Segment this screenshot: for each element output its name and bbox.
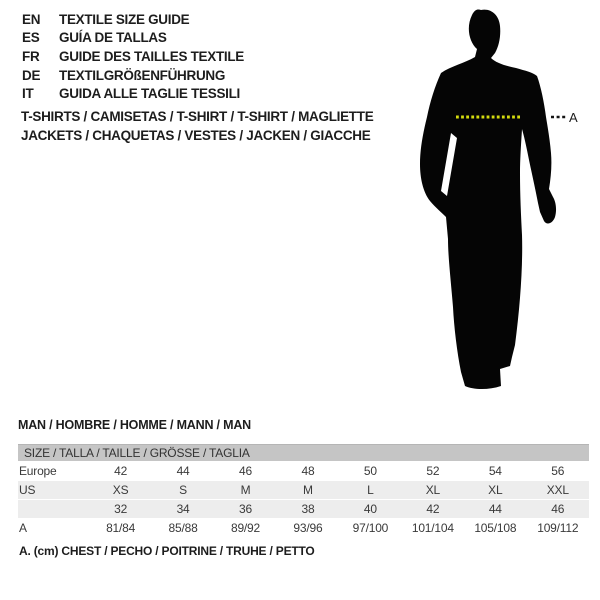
size-cell: M [303,483,313,497]
language-list [22,10,244,103]
size-cell: 46 [551,502,565,516]
size-cell: 36 [239,502,252,516]
size-cell: 32 [114,502,128,516]
figure [410,5,580,395]
category-line-tshirts: T-SHIRTS / CAMISETAS / T-SHIRT / T-SHIRT / MAGLIETTE [21,109,374,124]
table-row-europe [18,462,589,481]
language-label: TEXTILE SIZE GUIDE [59,11,190,27]
size-table [18,444,589,538]
row-label: Europe [19,464,57,478]
size-cell: L [367,483,374,497]
size-table-header: SIZE / TALLA / TAILLE / GRÖSSE / TAGLIA [18,445,589,462]
language-code: EN [22,11,41,27]
size-cell: 44 [488,502,502,516]
language-label: TEXTILGRÖßENFÜHRUNG [59,67,226,83]
size-cell: 48 [301,464,315,478]
size-cell: XXL [546,483,569,497]
size-cell: 34 [176,502,190,516]
size-cell: 38 [301,502,315,516]
size-cell: 46 [239,464,252,478]
size-cell: 89/92 [230,521,260,535]
row-label: US [19,483,36,497]
size-cell: 81/84 [106,521,136,535]
size-cell: XS [112,483,129,497]
language-label: GUIDA ALLE TAGLIE TESSILI [59,86,240,102]
size-cell: M [240,483,251,497]
size-cell: 101/104 [411,521,454,535]
size-cell: 42 [114,464,128,478]
language-row [22,84,244,103]
size-cell: 40 [363,502,377,516]
size-cell: 52 [426,464,440,478]
size-cell: 42 [426,502,440,516]
measure-label-a: A [569,110,578,125]
category-line-jackets: JACKETS / CHAQUETAS / VESTES / JACKEN / GIACCHE [21,128,371,143]
table-row-chest-a [18,519,589,538]
language-row [22,29,244,48]
language-code: DE [22,67,41,83]
language-code: IT [22,86,34,102]
garment-category-title [21,107,373,145]
size-cell: 50 [363,464,377,478]
size-cell: 105/108 [474,521,517,535]
measurement-footnote: A. (cm) CHEST / PECHO / POITRINE / TRUHE / PETTO [19,544,315,558]
size-table-header-row [18,445,589,462]
man-silhouette [410,5,580,395]
size-cell: 44 [176,464,190,478]
size-cell: 109/112 [537,521,579,535]
size-cell: 97/100 [352,521,389,535]
section-title: MAN / HOMBRE / HOMME / MANN / MAN [18,418,251,432]
language-label: GUIDE DES TAILLES TEXTILE [59,48,245,64]
language-row [22,66,244,85]
size-cell: XL [488,483,503,497]
language-row [22,47,244,66]
language-code: ES [22,30,40,46]
table-row-us-numeric [18,500,589,519]
size-cell: 54 [488,464,502,478]
row-label: A [19,521,27,535]
table-row-us [18,481,589,500]
size-cell: 85/88 [168,521,198,535]
man-silhouette-shape [420,10,556,389]
size-cell: XL [425,483,440,497]
language-label: GUÍA DE TALLAS [59,30,167,46]
row-label [18,500,89,519]
language-row [22,10,244,29]
size-cell: S [179,483,187,497]
size-cell: 56 [551,464,565,478]
language-code: FR [22,48,40,64]
size-cell: 93/96 [293,521,323,535]
